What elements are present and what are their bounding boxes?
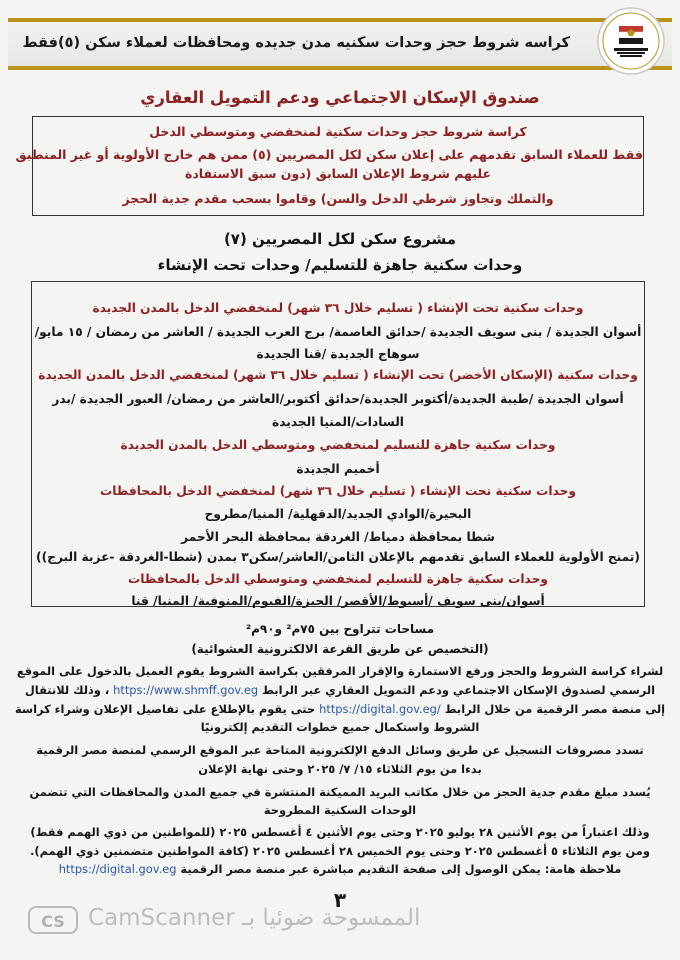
project-subtitle: وحدات سكنية جاهزة للتسليم/ وحدات تحت الإنشاء [157, 256, 523, 274]
camscanner-latin: CamScanner [88, 905, 235, 931]
project-title: مشروع سكن لكل المصريين (٧) [223, 230, 457, 248]
page-number: ٣ [333, 888, 347, 912]
page-title: صندوق الإسكان الاجتماعي ودعم التمويل العقاري [140, 88, 540, 107]
banner-title: كراسه شروط حجز وحدات سكنيه مدن جديده ومحافظات لعملاء سكن (٥)فقط [22, 35, 570, 51]
units-priority-note: (تمنح الأولوية للعملاء السابق تقدمهم بالإعلان الثامن/العاشر/سكن٣ بمدن (شطا-الغردقة -عزبة البرج)) [36, 550, 640, 564]
allocation-note: (التخصيص عن طريق القرعة الالكترونية العشوائية) [191, 642, 489, 656]
units-category: وحدات سكنية جاهزة للتسليم لمنخفضي ومتوسطي الدخل بالمدن الجديدة [120, 438, 556, 452]
notice-line: كراسة شروط حجز وحدات سكنية لمنخفضي ومتوسطي الدخل [149, 124, 527, 139]
units-cities: شطا بمحافظة دمياط/ الغردقة بمحافظة البحر الأحمر [181, 530, 495, 544]
units-category: وحدات سكنية (الإسكان الأخضر) تحت الإنشاء ( تسليم خلال ٣٦ شهر) لمنخفضي الدخل بالمدن الجديدة [38, 368, 638, 382]
shmff-link[interactable]: https://www.shmff.gov.eg [113, 683, 259, 697]
instruction-line [0, 862, 680, 876]
units-category: وحدات سكنية تحت الإنشاء ( تسليم خلال ٣٦ شهر) لمنخفضي الدخل بالمدن الجديدة [92, 301, 584, 315]
units-category: وحدات سكنية تحت الإنشاء ( تسليم خلال ٣٦ شهر) لمنخفضي الدخل بالمحافظات [100, 484, 576, 498]
units-cities: أخميم الجديدة [296, 462, 380, 476]
units-cities: البحيرة/الوادي الجديد/الدقهلية/ المنيا/مطروح [204, 507, 472, 521]
digital-gov-link[interactable]: https://digital.gov.eg [58, 862, 177, 876]
notice-line: والتملك وتجاوز شرطي الدخل والسن) وقاموا بسحب مقدم جدية الحجز [122, 191, 554, 206]
instruction-line: لشراء كراسة الشروط والحجز ورفع الاستمارة والإقرار المرفقين بكراسة الشروط يقوم العميل بالدخول على الموقع [16, 664, 664, 678]
units-cities: سوهاج الجديدة /قنا الجديدة [256, 347, 420, 361]
instruction-line: الوحدات السكنية المطروحة [263, 803, 417, 817]
notice-line: فقط للعملاء السابق تقدمهم على إعلان سكن لكل المصريين (٥) ممن هم خارج الأولوية أو غير المنطبق [15, 147, 643, 162]
units-category: وحدات سكنية جاهزة للتسليم لمنخفضي ومتوسطي الدخل بالمحافظات [128, 572, 548, 586]
instruction-line: وذلك اعتباراً من يوم الأثنين ٢٨ يوليو ٢٠٢٥ وحتى يوم الأثنين ٤ أغسطس ٢٠٢٥ (للمواطنين من ذوي الهمم فقط) [30, 825, 650, 839]
instruction-line: ومن يوم الثلاثاء ٥ أغسطس ٢٠٢٥ وحتى يوم الخميس ٢٨ أغسطس ٢٠٢٥ (كافة المواطنين متضمنين ذوي الهمم). [30, 844, 650, 858]
camscanner-logo-icon: CS [28, 906, 78, 934]
instruction-line: بدءا من يوم الثلاثاء ١٥/ ٧/ ٢٠٢٥ وحتى نهاية الإعلان [198, 762, 482, 776]
instruction-line: تسدد مصروفات التسجيل عن طريق وسائل الدفع الإلكترونية المتاحة عبر الموقع الرسمي لمنصة مصر الرقمية [36, 743, 644, 757]
instruction-text: الرسمي لصندوق الإسكان الاجتماعي ودعم التمويل العقاري عبر الرابط [262, 683, 656, 697]
notice-box [15, 116, 644, 216]
units-cities: أسوان الجديدة /طيبة الجديدة/أكتوبر الجديدة/حدائق أكتوبر/العاشر من رمضان/ العبور الجديدة /بدر [52, 392, 624, 406]
instruction-text: إلى منصة مصر الرقمية من خلال الرابط [444, 702, 666, 716]
notice-line: عليهم شروط الإعلان السابق (دون سبق الاستفادة [184, 166, 492, 181]
units-cities: أسوان/بنى سويف /أسيوط/الأقصر/ الجيزة/الفيوم/المنوفية/ المنيا/ قنا [131, 594, 545, 608]
instruction-line: يُسدد مبلغ مقدم جدية الحجز من خلال مكاتب البريد المميكنة المنتشرة في جميع المدن والمحافظات التي تتضمن [29, 785, 651, 799]
header-banner [8, 18, 672, 70]
units-cities: السادات/المنيا الجديدة [272, 415, 404, 429]
instruction-text: ملاحظة هامة: يمكن الوصول إلى صفحة التقديم مباشرة عبر منصة مصر الرقمية [180, 862, 622, 876]
instruction-line [0, 702, 680, 716]
camscanner-watermark [88, 905, 420, 931]
units-box [31, 281, 645, 607]
instruction-line [0, 683, 680, 697]
instruction-line: الشروط واستكمال جميع خطوات التقديم إلكترونيًا [200, 720, 480, 734]
areas-line: مساحات تتراوح بين ٧٥م² و٩٠م² [245, 622, 435, 636]
camscanner-arabic: الممسوحة ضوئيا بـ [241, 905, 421, 931]
instruction-text: حتى يقوم بالإطلاع على تفاصيل الإعلان وشراء كراسة [14, 702, 316, 716]
ministry-emblem-icon [596, 6, 666, 76]
instruction-text: ، وذلك للانتقال [24, 683, 110, 697]
units-cities: أسوان الجديدة / بنى سويف الجديدة /حدائق العاصمة/ برج العرب الجديدة / العاشر من رمضان / ١٥ مايو/ [34, 325, 642, 339]
digital-gov-link[interactable]: https://digital.gov.eg/ [319, 702, 441, 716]
